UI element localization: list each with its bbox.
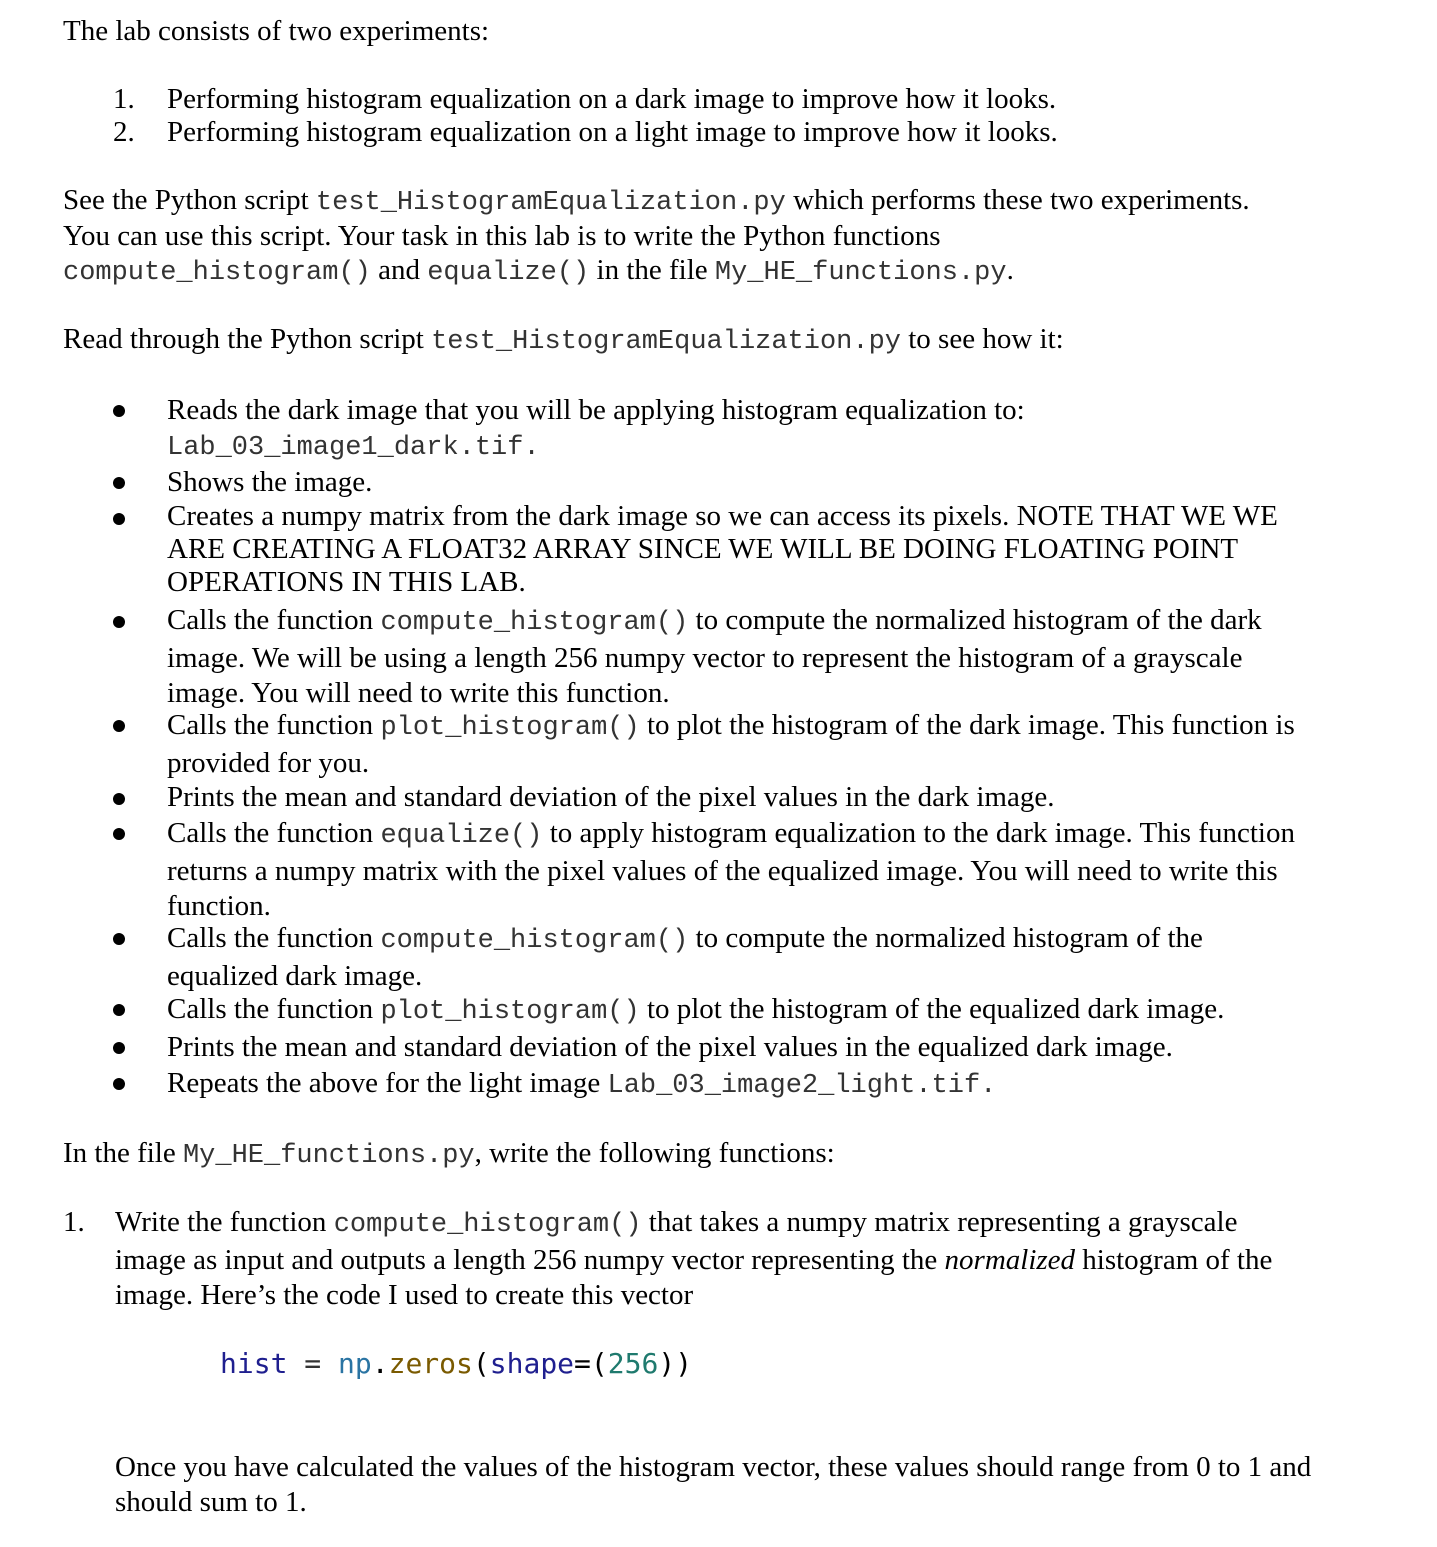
text-span: Write the function	[115, 1206, 334, 1238]
file-name: Lab_03_image1_dark.tif.	[167, 433, 540, 463]
code-token: (	[590, 1347, 608, 1380]
script-name: test_HistogramEqualization.py	[315, 188, 786, 218]
emphasis-text: normalized	[944, 1244, 1076, 1276]
script-name: test_HistogramEqualization.py	[431, 327, 901, 357]
list-item	[167, 992, 1337, 1030]
function-name: compute_histogram()	[380, 926, 689, 956]
code-token: (	[472, 1347, 490, 1380]
function-name: compute_histogram()	[380, 608, 689, 638]
text-span: , write the following functions:	[474, 1137, 835, 1169]
code-token: =	[287, 1347, 339, 1380]
list-item: Prints the mean and standard deviation of the pixel values in the equalized dark image.	[167, 1031, 1173, 1063]
list-item	[167, 708, 1327, 781]
code-token: hist	[220, 1347, 288, 1380]
function-name: plot_histogram()	[380, 997, 640, 1027]
list-item: Performing histogram equalization on a light image to improve how it looks.	[167, 116, 1058, 148]
text-span: to apply histogram equalization to the dark image. This function returns a numpy matrix with the pixel values of the equalized image. You will need to write this function.	[167, 817, 1295, 922]
text-span: to plot the histogram of the equalized dark image.	[639, 993, 1225, 1025]
function-name: compute_histogram()	[63, 258, 371, 288]
bullet-icon	[113, 477, 125, 489]
code-token: 256	[607, 1347, 659, 1380]
text-span: and	[370, 254, 428, 286]
text-span: Calls the function	[167, 817, 381, 849]
list-item	[167, 816, 1327, 924]
bullet-icon	[113, 1078, 125, 1090]
bullet-icon	[113, 513, 125, 525]
paragraph-read-through	[63, 322, 1064, 359]
bullet-icon	[113, 828, 125, 840]
list-item	[167, 1066, 1337, 1104]
list-item: Shows the image.	[167, 466, 373, 498]
list-item: Creates a numpy matrix from the dark image so we can access its pixels. NOTE THAT WE WE ARE CREATING A FLOAT32 ARRAY SINCE WE WILL BE DOING FLOATING POINT OPERATIONS IN THIS LAB.	[167, 500, 1278, 598]
text-span: to plot the histogram of the dark image. This function is provided for you.	[167, 709, 1295, 779]
list-item: Prints the mean and standard deviation of the pixel values in the dark image.	[167, 781, 1055, 813]
bullet-icon	[113, 933, 125, 945]
file-name: My_HE_functions.py	[714, 258, 1007, 288]
paragraph-line	[63, 253, 1014, 290]
intro-text: The lab consists of two experiments:	[63, 15, 490, 47]
function-name: plot_histogram()	[380, 713, 640, 743]
text-span: Read through the Python script	[63, 323, 432, 355]
function-name: equalize()	[380, 821, 543, 851]
text-span: histogram of the image. Here’s the code I used to create this vector	[115, 1244, 1273, 1311]
text-span: Repeats the above for the light image	[167, 1067, 608, 1099]
code-token: .	[371, 1347, 389, 1380]
text-span: in the file	[589, 254, 715, 286]
list-item	[167, 393, 1337, 466]
text-span: to see how it:	[900, 323, 1064, 355]
code-snippet	[220, 1344, 692, 1384]
bullet-icon	[113, 793, 125, 805]
code-token: np	[338, 1347, 372, 1380]
bullet-icon	[113, 616, 125, 628]
list-item	[167, 921, 1247, 994]
code-token: zeros	[388, 1347, 473, 1380]
text-span: to compute the normalized histogram of the dark image. We will be using a length 256 numpy vector to represent the histogram of a grayscale image. You will need to write this function.	[167, 604, 1262, 709]
bullet-icon	[113, 720, 125, 732]
text-span: Calls the function	[167, 922, 381, 954]
list-item	[167, 603, 1317, 711]
text-span: See the Python script	[63, 184, 316, 216]
text-span: Calls the function	[167, 993, 381, 1025]
text-span: Calls the function	[167, 604, 381, 636]
text-span: that takes a numpy matrix representing a grayscale image as input and outputs a length 256 numpy vector representing the	[115, 1206, 1238, 1276]
bullet-icon	[113, 1042, 125, 1054]
closing-paragraph: Once you have calculated the values of the histogram vector, these values should range from 0 to 1 and should sum to 1.	[115, 1451, 1312, 1518]
list-number: 1.	[113, 83, 135, 115]
bullet-icon	[113, 1004, 125, 1016]
paragraph-functions-intro	[63, 1136, 835, 1173]
list-number: 2.	[113, 116, 135, 148]
code-token: ))	[658, 1347, 693, 1380]
paragraph-line: You can use this script. Your task in this lab is to write the Python functions	[63, 220, 941, 252]
text-span: Reads the dark image that you will be applying histogram equalization to:	[167, 394, 1025, 426]
bullet-icon	[113, 405, 125, 417]
function-name: equalize()	[427, 258, 590, 288]
list-item: Performing histogram equalization on a dark image to improve how it looks.	[167, 83, 1057, 115]
code-token: shape	[489, 1347, 575, 1380]
paragraph-line	[63, 183, 1250, 220]
text-span: Calls the function	[167, 709, 381, 741]
text-span: to compute the normalized histogram of the equalized dark image.	[167, 922, 1203, 992]
list-number: 1.	[63, 1206, 85, 1238]
file-name: Lab_03_image2_light.tif.	[607, 1071, 997, 1101]
text-span: .	[1006, 254, 1014, 286]
code-token: =	[574, 1347, 591, 1380]
list-item	[115, 1205, 1295, 1313]
file-name: My_HE_functions.py	[182, 1141, 475, 1171]
text-span: In the file	[63, 1137, 183, 1169]
text-span: which performs these two experiments.	[785, 184, 1250, 216]
function-name: compute_histogram()	[333, 1210, 642, 1240]
